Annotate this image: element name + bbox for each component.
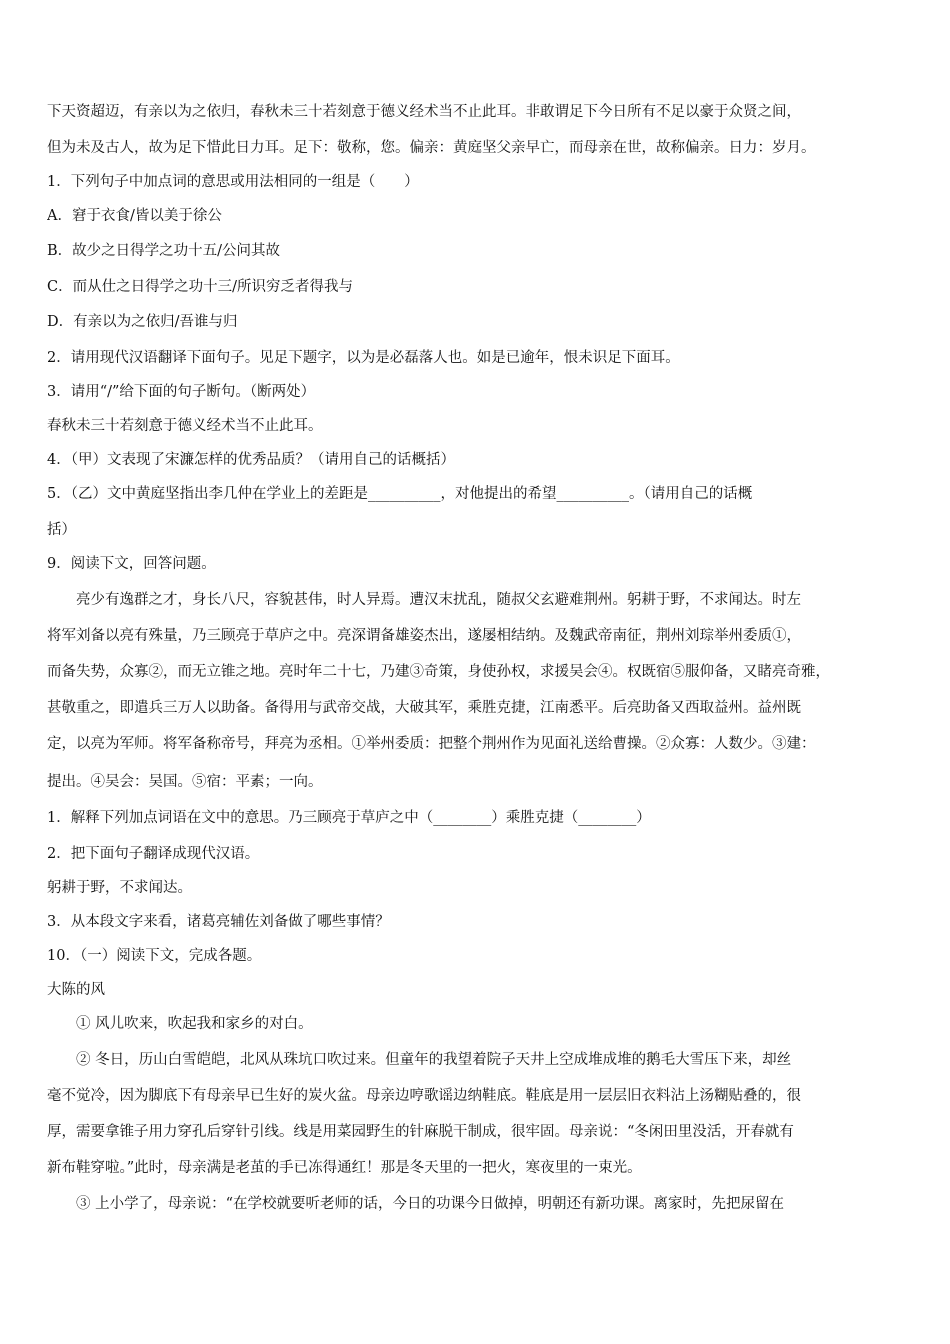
text-line: 括） (47, 522, 76, 538)
paragraph-2-line: 新布鞋穿啦。”此时，母亲满是老茧的手已冻得通红！那是冬天里的一把火，寒夜里的一束光。 (47, 1160, 642, 1176)
paragraph-2: ② 冬日，历山白雪皑皑，北风从珠坑口吹过来。但童年的我望着院子天井上空成堆成堆的鹅毛大雪压下来，却丝 (76, 1052, 792, 1068)
question-1: 1．下列句子中加点词的意思或用法相同的一组是（ ） (47, 174, 419, 190)
question-1: 1．解释下列加点词语在文中的意思。乃三顾亮于草庐之中（________）乘胜克捷（________） (47, 810, 651, 826)
question-3: 3．从本段文字来看，诸葛亮辅佐刘备做了哪些事情？ (47, 914, 390, 930)
paragraph-3: ③ 上小学了，母亲说：“在学校就要听老师的话，今日的功课今日做掉，明朝还有新功课。离家时，先把尿留在 (76, 1196, 785, 1212)
text-line: 但为未及古人，故为足下惜此日力耳。足下：敬称，您。偏亲：黄庭坚父亲早亡，而母亲在世，故称偏亲。日力：岁月。 (47, 140, 816, 156)
option-a: A．窘于衣食/皆以美于徐公 (47, 208, 222, 224)
option-b: B．故少之日得学之功十五/公问其故 (47, 243, 281, 259)
passage-line: 亮少有逸群之才，身长八尺，容貌甚伟，时人异焉。遭汉末扰乱，随叔父玄避难荆州。躬耕于野，不求闻达。时左 (76, 592, 801, 608)
text-line: 春秋未三十若刻意于德义经术当不止此耳。 (47, 418, 323, 434)
question-3: 3．请用“/”给下面的句子断句。（断两处） (47, 384, 316, 400)
passage-line: 而备失势，众寡②，而无立锥之地。亮时年二十七，乃建③奇策，身使孙权，求援吴会④。权既宿⑤服仰备，又睹亮奇雅， (47, 664, 830, 680)
passage-line: 将军刘备以亮有殊量，乃三顾亮于草庐之中。亮深谓备雄姿杰出，遂屡相结纳。及魏武帝南征，荆州刘琮举州委质①， (47, 628, 801, 644)
question-5: 5．（乙）文中黄庭坚指出李几仲在学业上的差距是__________，对他提出的希望__________。（请用自己的话概 (47, 486, 753, 502)
paragraph-2-line: 毫不觉冷，因为脚底下有母亲早已生好的炭火盆。母亲边哼歌谣边纳鞋底。鞋底是用一层层旧衣料沾上汤糊贴叠的，很 (47, 1088, 801, 1104)
section-heading: 9．阅读下文，回答问题。 (47, 556, 216, 572)
question-2: 2．请用现代汉语翻译下面句子。见足下题字，以为是必磊落人也。如是已逾年，恨未识足下面耳。 (47, 350, 680, 366)
text-line: 躬耕于野，不求闻达。 (47, 880, 192, 896)
text-line: 下天资超迈，有亲以为之依归，春秋未三十若刻意于德义经术当不止此耳。非敢谓足下今日所有不足以豪于众贤之间， (47, 104, 801, 120)
passage-line: 定，以亮为军师。将军备称帝号，拜亮为丞相。①举州委质：把整个荆州作为见面礼送给曹操。②众寡：人数少。③建： (47, 736, 816, 752)
question-4: 4．（甲）文表现了宋濂怎样的优秀品质？（请用自己的话概括） (47, 452, 455, 468)
passage-line: 甚敬重之，即遣兵三万人以助备。备得用与武帝交战，大破其军，乘胜克捷，江南悉平。后亮助备又西取益州。益州既 (47, 700, 801, 716)
option-d: D．有亲以为之依归/吾谁与归 (47, 314, 238, 330)
paragraph-2-line: 厚，需要拿锥子用力穿孔后穿针引线。线是用菜园野生的针麻脱干制成，很牢固。母亲说：“冬闲田里没活，开春就有 (47, 1124, 794, 1140)
passage-line: 提出。④吴会：吴国。⑤宿：平素；一向。 (47, 774, 323, 790)
section-heading: 10．（一）阅读下文，完成各题。 (47, 948, 262, 964)
question-2: 2．把下面句子翻译成现代汉语。 (47, 846, 260, 862)
paragraph-1: ① 风儿吹来，吹起我和家乡的对白。 (76, 1016, 313, 1032)
article-title: 大陈的风 (47, 982, 105, 998)
option-c: C．而从仕之日得学之功十三/所识穷乏者得我与 (47, 279, 353, 295)
